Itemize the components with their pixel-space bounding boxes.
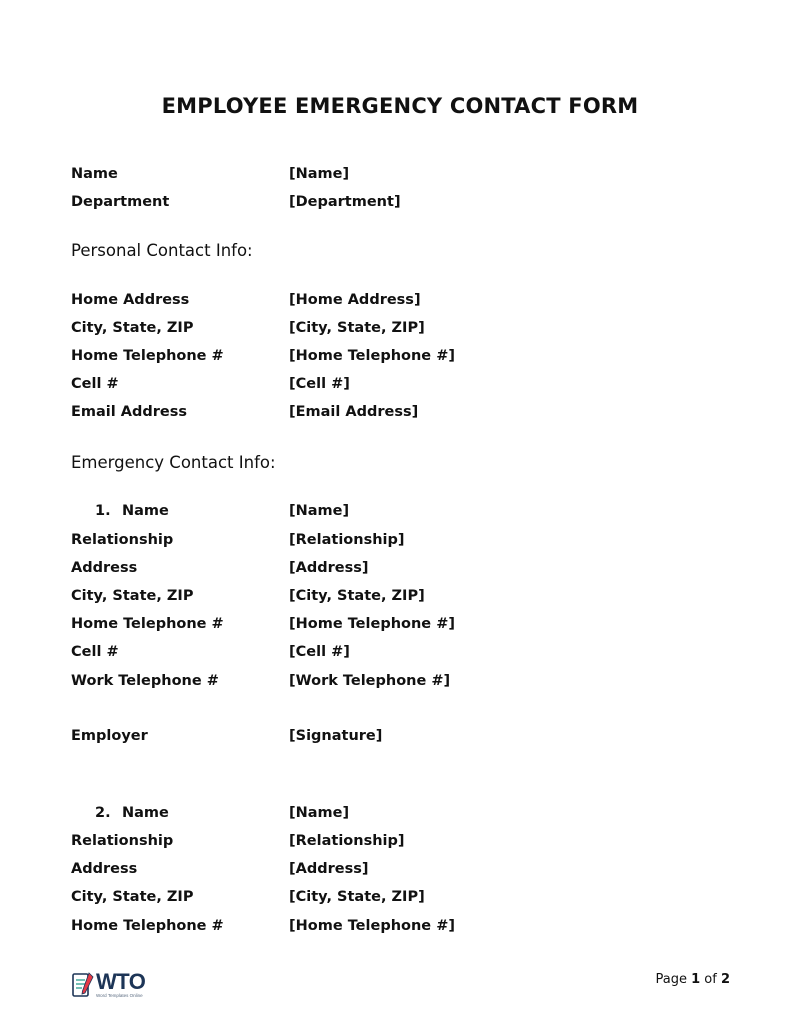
field-value[interactable]: [Home Telephone #] [289, 616, 455, 632]
field-value[interactable]: [Department] [289, 194, 401, 210]
personal-row [71, 401, 711, 423]
logo-tagline: Word Templates Online [96, 993, 143, 998]
page-indicator [655, 972, 730, 987]
field-label: Relationship [71, 833, 174, 849]
page-current: 1 [691, 972, 701, 987]
contact1-row [71, 585, 711, 607]
field-label: Relationship [71, 532, 174, 548]
list-number: 2. [95, 805, 111, 821]
field-label: Home Address [71, 292, 190, 308]
contact1-row [71, 641, 711, 663]
field-label: Work Telephone # [71, 673, 219, 689]
emergency-contact-heading: Emergency Contact Info: [71, 453, 276, 472]
field-label: Name [122, 805, 169, 821]
document-pencil-icon [72, 971, 94, 999]
field-value[interactable]: [Relationship] [289, 532, 405, 548]
field-label: Cell # [71, 644, 119, 660]
field-label: Cell # [71, 376, 119, 392]
field-value[interactable]: [Name] [289, 166, 350, 182]
form-title: EMPLOYEE EMERGENCY CONTACT FORM [161, 94, 639, 118]
contact2-row [71, 886, 711, 908]
field-value[interactable]: [Relationship] [289, 833, 405, 849]
field-label: Address [71, 861, 138, 877]
field-label: City, State, ZIP [71, 320, 194, 336]
personal-row [71, 317, 711, 339]
field-value[interactable]: [Name] [289, 805, 350, 821]
field-value[interactable]: [Home Telephone #] [289, 348, 455, 364]
field-label: Home Telephone # [71, 348, 224, 364]
page-of: of [704, 972, 717, 987]
contact2-row [71, 858, 711, 880]
field-value[interactable]: [City, State, ZIP] [289, 588, 425, 604]
field-label: Home Telephone # [71, 918, 224, 934]
field-label: Email Address [71, 404, 188, 420]
wto-logo [72, 969, 162, 1003]
field-value[interactable]: [Name] [289, 503, 350, 519]
field-value[interactable]: [City, State, ZIP] [289, 889, 425, 905]
contact1-row [71, 670, 711, 692]
logo-text: WTO [96, 969, 146, 994]
field-label: Department [71, 194, 170, 210]
field-label: Name [71, 166, 118, 182]
contact1-name-row [71, 500, 711, 522]
field-label: City, State, ZIP [71, 889, 194, 905]
field-value[interactable]: [Cell #] [289, 644, 350, 660]
list-number: 1. [95, 503, 111, 519]
page-word: Page [655, 972, 687, 987]
contact1-row [71, 557, 711, 579]
field-value[interactable]: [Email Address] [289, 404, 419, 420]
page-total: 2 [720, 972, 730, 987]
field-label: City, State, ZIP [71, 588, 194, 604]
field-label: Name [122, 503, 169, 519]
field-value[interactable]: [Home Telephone #] [289, 918, 455, 934]
field-label: Home Telephone # [71, 616, 224, 632]
field-label: Employer [71, 728, 148, 744]
employee-name-row [71, 163, 711, 185]
signature-field[interactable]: [Signature] [289, 728, 383, 744]
field-value[interactable]: [Address] [289, 861, 369, 877]
field-value[interactable]: [City, State, ZIP] [289, 320, 425, 336]
contact2-row [71, 915, 711, 937]
field-value[interactable]: [Address] [289, 560, 369, 576]
personal-contact-heading: Personal Contact Info: [71, 241, 253, 260]
personal-row [71, 289, 711, 311]
personal-row [71, 373, 711, 395]
contact1-row [71, 529, 711, 551]
employee-department-row [71, 191, 711, 213]
field-value[interactable]: [Cell #] [289, 376, 350, 392]
field-value[interactable]: [Home Address] [289, 292, 421, 308]
field-value[interactable]: [Work Telephone #] [289, 673, 451, 689]
contact2-row [71, 830, 711, 852]
contact2-name-row [71, 802, 711, 824]
contact1-employer-row [71, 725, 711, 747]
personal-row [71, 345, 711, 367]
field-label: Address [71, 560, 138, 576]
contact1-row [71, 613, 711, 635]
